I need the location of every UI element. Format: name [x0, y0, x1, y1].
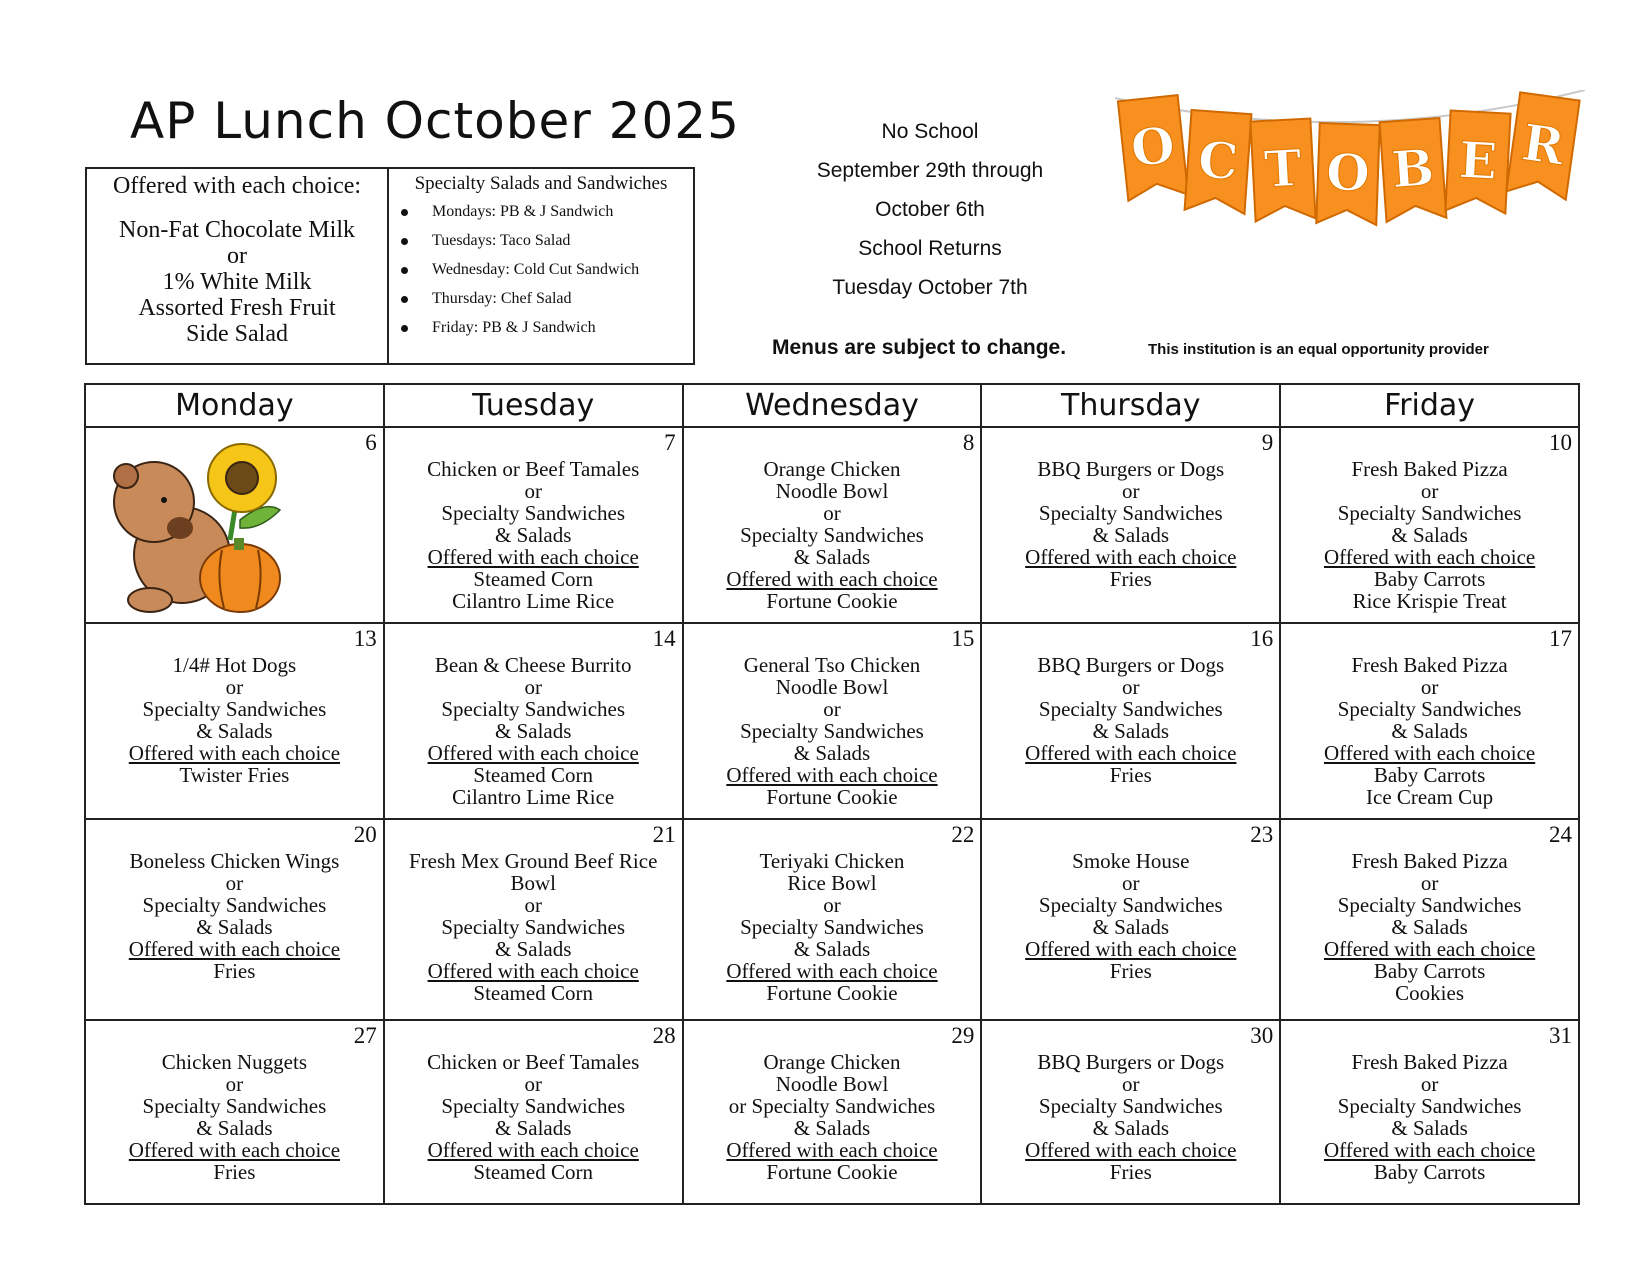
day-header-friday: Friday — [1280, 384, 1579, 427]
date-number: 24 — [1549, 821, 1572, 847]
menu-line: Specialty Sandwiches — [1038, 892, 1223, 917]
day-header-thursday: Thursday — [981, 384, 1280, 427]
menu-line: or — [524, 479, 542, 503]
specialty-item: Mondays: PB & J Sandwich — [399, 203, 683, 232]
offered-heading: Offered with each choice: — [112, 173, 362, 199]
date-number: 14 — [652, 625, 676, 651]
menu-line: & Salads — [1092, 1115, 1169, 1140]
menu-line: Chicken or Beef Tamales — [427, 1049, 640, 1074]
menu-line: Bean & Cheese Burrito — [434, 652, 632, 677]
specialty-heading: Specialty Salads and Sandwiches — [414, 173, 668, 194]
date-number: 23 — [1250, 821, 1274, 847]
menu-line: & Salads — [494, 523, 572, 547]
banner-letter: B — [1389, 137, 1437, 200]
week-row — [85, 819, 1579, 1020]
menu-line: Fries — [1109, 1159, 1152, 1184]
day-cell — [981, 1020, 1280, 1204]
menu-line: Specialty Sandwiches — [1038, 501, 1223, 525]
menu-line: or — [1420, 479, 1439, 503]
menu-line: Fries — [1109, 958, 1152, 983]
menu-line: Smoke House — [1072, 848, 1190, 873]
notice-line: Tuesday October 7th — [832, 276, 1028, 299]
menu-line: Noodle Bowl — [775, 1071, 889, 1096]
banner-letter: O — [1128, 114, 1178, 179]
menu-line: & Salads — [1092, 523, 1169, 547]
bear-sunflower-pumpkin-illustration — [110, 440, 295, 615]
specialty-item: Tuesdays: Taco Salad — [399, 232, 683, 261]
equal-opportunity-note: This institution is an equal opportunity provider — [1148, 341, 1489, 358]
menu-line: Steamed Corn — [473, 762, 593, 787]
date-number: 9 — [1261, 430, 1274, 455]
specialty-list — [389, 169, 693, 363]
date-number: 21 — [652, 821, 676, 847]
menu-line: Offered with each choice — [427, 740, 639, 765]
menu-line: & Salads — [494, 1115, 572, 1140]
menu-line: Specialty Sandwiches — [740, 718, 924, 743]
week-row — [85, 427, 1579, 623]
menu-line: Specialty Sandwiches — [740, 523, 924, 547]
bullet-icon — [401, 209, 408, 216]
date-number: 16 — [1250, 625, 1274, 651]
menu-line: Offered with each choice — [1323, 740, 1536, 765]
date-number: 30 — [1250, 1022, 1274, 1048]
menu-line: Specialty Sandwiches — [1337, 1093, 1522, 1118]
day-cell — [384, 623, 683, 819]
offered-item: Side Salad — [186, 321, 288, 347]
menu-line: Baby Carrots — [1373, 762, 1486, 787]
menu-line: Specialty Sandwiches — [142, 696, 327, 721]
bullet-icon — [401, 267, 408, 274]
date-number: 15 — [951, 625, 975, 651]
menu-line: Offered with each choice — [128, 936, 341, 961]
menu-line: Orange Chicken — [763, 1049, 901, 1074]
notice-line: No School — [881, 120, 979, 143]
day-cell — [683, 1020, 982, 1204]
menu-line: Fries — [213, 1159, 256, 1184]
menu-line: Boneless Chicken Wings — [129, 848, 340, 873]
offered-with-each-choice — [87, 169, 389, 363]
day-header-monday: Monday — [85, 384, 384, 427]
menu-line: Offered with each choice — [1025, 936, 1237, 961]
notice-line: School Returns — [858, 237, 1002, 260]
date-number: 6 — [365, 430, 377, 455]
menu-line: Fresh Baked Pizza — [1351, 652, 1508, 677]
week-row — [85, 1020, 1579, 1204]
menu-line: Offered with each choice — [427, 1137, 639, 1162]
menu-line: Specialty Sandwiches — [441, 696, 626, 721]
banner-flag — [1185, 110, 1252, 214]
day-cell — [981, 623, 1280, 819]
menu-line: or — [1122, 674, 1140, 699]
menu-line: Fries — [1109, 567, 1152, 591]
menu-line: & Salads — [1391, 718, 1468, 743]
bullet-icon — [401, 238, 408, 245]
specialty-item: Wednesday: Cold Cut Sandwich — [399, 261, 683, 290]
notice-line: October 6th — [875, 198, 985, 221]
menu-line: Fresh Baked Pizza — [1351, 1049, 1508, 1074]
menu-line: Offered with each choice — [726, 958, 938, 983]
day-cell — [1280, 623, 1579, 819]
day-cell — [683, 623, 982, 819]
menu-line: Specialty Sandwiches — [1038, 1093, 1223, 1118]
banner-flag — [1316, 123, 1379, 225]
menu-line: 1/4# Hot Dogs — [172, 652, 297, 677]
banner-flag — [1118, 95, 1188, 201]
menu-line: & Salads — [196, 914, 273, 939]
menu-line: & Salads — [196, 718, 273, 743]
day-cell — [85, 1020, 384, 1204]
menu-line: Fries — [213, 958, 256, 983]
date-number: 13 — [353, 625, 377, 651]
menu-line: Fortune Cookie — [766, 589, 898, 613]
week-row — [85, 623, 1579, 819]
menu-line: or Specialty Sandwiches — [728, 1093, 936, 1118]
menu-line: & Salads — [793, 936, 871, 961]
menu-line: Baby Carrots — [1373, 958, 1486, 983]
menu-line: Orange Chicken — [763, 457, 901, 481]
menu-change-note: Menus are subject to change. — [772, 336, 1067, 359]
menu-line: Offered with each choice — [427, 545, 639, 569]
menu-line: Rice Krispie Treat — [1352, 589, 1507, 613]
offered-item: Assorted Fresh Fruit — [138, 295, 336, 321]
menu-line: Offered with each choice — [726, 762, 938, 787]
menu-line: Specialty Sandwiches — [1337, 696, 1522, 721]
menu-line: & Salads — [793, 740, 871, 765]
menu-line: or — [1420, 674, 1439, 699]
specialty-item: Friday: PB & J Sandwich — [399, 319, 683, 348]
october-banner — [1115, 90, 1585, 240]
banner-letter: E — [1457, 130, 1499, 191]
menu-line: Fries — [1109, 762, 1152, 787]
menu-line: Steamed Corn — [473, 567, 593, 591]
day-cell — [1280, 1020, 1579, 1204]
date-number: 27 — [353, 1022, 377, 1048]
menu-line: Cilantro Lime Rice — [452, 589, 615, 613]
menu-line: Offered with each choice — [726, 567, 938, 591]
date-number: 31 — [1549, 1022, 1572, 1048]
offered-item: or — [227, 243, 247, 269]
date-number: 20 — [353, 821, 377, 847]
day-cell — [1280, 819, 1579, 1020]
menu-line: Ice Cream Cup — [1366, 784, 1494, 809]
menu-line: Offered with each choice — [726, 1137, 938, 1162]
day-cell — [981, 819, 1280, 1020]
banner-flag — [1506, 92, 1579, 199]
menu-line: Specialty Sandwiches — [1038, 696, 1223, 721]
menu-line: Offered with each choice — [1323, 545, 1536, 569]
date-number: 10 — [1549, 430, 1572, 455]
menu-line: & Salads — [494, 936, 572, 961]
menu-line: & Salads — [1391, 523, 1468, 547]
day-cell — [384, 427, 683, 623]
banner-flag — [1250, 118, 1315, 221]
menu-line: Noodle Bowl — [775, 479, 889, 503]
banner-string — [1115, 90, 1585, 122]
menu-line: or — [225, 870, 244, 895]
menu-line: or — [1122, 870, 1140, 895]
day-cell — [384, 819, 683, 1020]
menu-line: Noodle Bowl — [775, 674, 889, 699]
menu-line: Steamed Corn — [473, 1159, 593, 1184]
menu-line: & Salads — [793, 1115, 871, 1140]
menu-line: Offered with each choice — [128, 1137, 341, 1162]
menu-line: Fortune Cookie — [766, 980, 898, 1005]
menu-line: or — [1420, 1071, 1439, 1096]
menu-line: Offered with each choice — [128, 740, 341, 765]
notice-line: September 29th through — [816, 159, 1044, 182]
banner-letter: T — [1262, 138, 1304, 199]
menu-line: & Salads — [1391, 914, 1468, 939]
offered-box — [85, 167, 695, 365]
menu-line: Specialty Sandwiches — [441, 501, 626, 525]
menu-line: Specialty Sandwiches — [142, 892, 327, 917]
menu-line: Specialty Sandwiches — [142, 1093, 327, 1118]
lunch-calendar — [84, 383, 1580, 1205]
menu-line: Fortune Cookie — [766, 784, 898, 809]
menu-line: Twister Fries — [179, 762, 290, 787]
day-cell — [1280, 427, 1579, 623]
menu-line: or — [524, 1071, 542, 1096]
date-number: 22 — [951, 821, 975, 847]
menu-line: Offered with each choice — [1025, 1137, 1237, 1162]
page-title: AP Lunch October 2025 — [130, 92, 740, 150]
menu-line: Offered with each choice — [427, 958, 639, 983]
menu-line: or — [1122, 479, 1140, 503]
banner-flag — [1445, 110, 1510, 213]
menu-line: or — [1420, 870, 1439, 895]
day-cell — [384, 1020, 683, 1204]
menu-line: Fortune Cookie — [766, 1159, 898, 1184]
menu-line: & Salads — [1391, 1115, 1468, 1140]
menu-line: & Salads — [494, 718, 572, 743]
menu-line: Specialty Sandwiches — [1337, 501, 1522, 525]
menu-line: BBQ Burgers or Dogs — [1037, 1049, 1225, 1074]
menu-line: & Salads — [1092, 914, 1169, 939]
menu-line: Offered with each choice — [1025, 545, 1237, 569]
menu-line: Specialty Sandwiches — [441, 914, 626, 939]
menu-line: & Salads — [793, 545, 871, 569]
day-cell — [981, 427, 1280, 623]
menu-line: & Salads — [196, 1115, 273, 1140]
menu-line: Offered with each choice — [1025, 740, 1237, 765]
menu-line: BBQ Burgers or Dogs — [1037, 457, 1225, 481]
day-cell — [85, 623, 384, 819]
menu-line: or — [524, 674, 542, 699]
menu-line: Specialty Sandwiches — [441, 1093, 626, 1118]
menu-line: & Salads — [1092, 718, 1169, 743]
date-number: 29 — [951, 1022, 975, 1048]
date-number: 17 — [1549, 625, 1572, 651]
menu-line: Fresh Baked Pizza — [1351, 848, 1508, 873]
menu-line: Fresh Baked Pizza — [1351, 457, 1508, 481]
menu-line: General Tso Chicken — [743, 652, 921, 677]
menu-line: Chicken or Beef Tamales — [427, 457, 640, 481]
menu-line: or — [823, 892, 841, 917]
offered-item: Non-Fat Chocolate Milk — [119, 217, 355, 243]
day-header-wednesday: Wednesday — [683, 384, 982, 427]
no-school-notice — [780, 112, 1080, 307]
menu-line: or — [1122, 1071, 1140, 1096]
offered-item: 1% White Milk — [162, 269, 312, 295]
menu-line: Cookies — [1395, 980, 1465, 1005]
date-number: 7 — [664, 430, 676, 455]
specialty-item: Thursday: Chef Salad — [399, 290, 683, 319]
menu-line: Specialty Sandwiches — [740, 914, 924, 939]
date-number: 8 — [962, 430, 975, 455]
menu-line: Steamed Corn — [473, 980, 593, 1005]
bullet-icon — [401, 296, 408, 303]
banner-letter: O — [1325, 142, 1371, 203]
menu-line: Cilantro Lime Rice — [452, 784, 615, 809]
menu-line: Bowl — [510, 870, 556, 895]
bullet-icon — [401, 325, 408, 332]
menu-line: or — [823, 501, 841, 525]
menu-line: Chicken Nuggets — [161, 1049, 308, 1074]
banner-flag — [1380, 118, 1447, 222]
menu-line: Teriyaki Chicken — [759, 848, 905, 873]
menu-line: Offered with each choice — [1323, 1137, 1536, 1162]
menu-line: Fresh Mex Ground Beef Rice — [408, 848, 658, 873]
menu-line: BBQ Burgers or Dogs — [1037, 652, 1225, 677]
menu-line: or — [225, 1071, 244, 1096]
menu-line: Baby Carrots — [1373, 1159, 1486, 1184]
day-header-tuesday: Tuesday — [384, 384, 683, 427]
menu-line: or — [524, 892, 542, 917]
day-cell — [683, 427, 982, 623]
menu-line: Offered with each choice — [1323, 936, 1536, 961]
day-cell — [683, 819, 982, 1020]
menu-line: or — [225, 674, 244, 699]
banner-letter: R — [1518, 112, 1568, 177]
menu-line: or — [823, 696, 841, 721]
day-cell — [85, 819, 384, 1020]
date-number: 28 — [652, 1022, 676, 1048]
menu-line: Baby Carrots — [1373, 567, 1486, 591]
menu-line: Specialty Sandwiches — [1337, 892, 1522, 917]
day-cell — [85, 427, 384, 623]
banner-letter: C — [1196, 129, 1241, 192]
menu-line: Rice Bowl — [787, 870, 877, 895]
